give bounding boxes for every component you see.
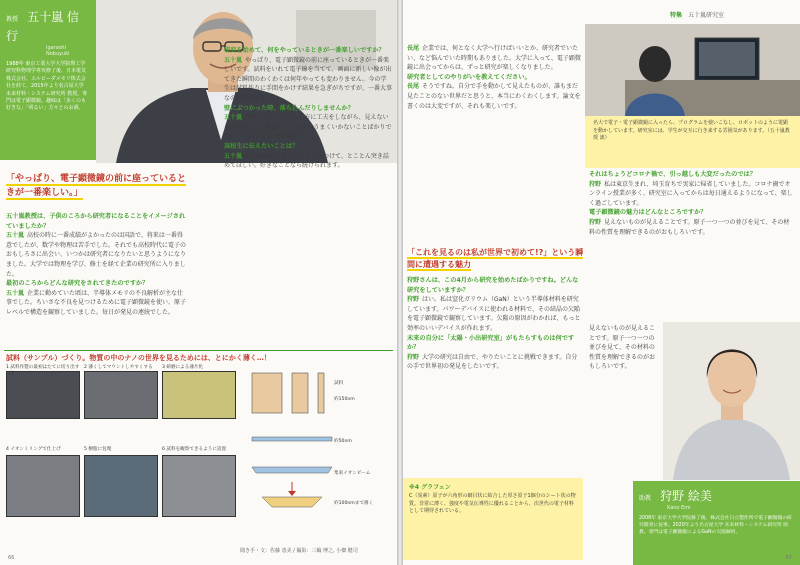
speaker: 五十嵐 [224,114,243,122]
answer [6,231,186,279]
diagram-label: 試料 [334,381,344,386]
speaker: 狩野 [589,218,602,226]
answer-text: やっぱり、電子顕微鏡の前に座っているときが一番楽しいです。試料をいれて電子線を当てて、画面に新しい像が出てきた瞬間のわくわくは何年やっても変わりません。今の学生は試料作りに手間をかけず結果を急ぎがちですが、一番大事なのは準備です。 [224,56,392,102]
answer [589,180,795,209]
lab-illustration [585,24,800,116]
question: 高校生に伝えたいことは？ [224,142,299,150]
portrait-illustration-2 [663,322,800,480]
speaker: 五十嵐 [224,152,243,160]
diagram-label: 約150nm [334,397,355,402]
left-page [0,0,397,565]
profile-bio: 1988年 東京工業大学大学院理工学研究科物理学専攻修了後、日本電気株式会社、エルピーダメモリ株式会社を経て、2015年より名古屋大学 未来材料・システム研究所 教授。専門は電子顕微鏡。趣味は「歩くのも好きな」「明るい」方々とのお酒。 [6,61,88,112]
answer-text: 大学の研究は自由で、やりたいことに挑戦できます。自分の手で世界初の発見をしたいです。 [407,353,578,371]
profile-romaji: Kano Emi [667,505,691,511]
profile-name: 五十嵐 信行 [6,10,79,43]
page-number: 67 [785,555,792,561]
answer [407,295,583,333]
right-page [403,0,800,565]
section-title: 五十嵐研究室 [688,12,725,19]
speaker: 五十嵐 [6,289,25,297]
profile-bio: 2008年 東京大学大学院修了後、株式会社日立製作所で電子顕微鏡の研究開発に従事。2020年より名古屋大学 未来材料・システム研究所 助教。専門は電子顕微鏡によるGaNの欠陥解析。 [639,516,792,535]
credit-line: 聞き手・文：佐藤 恵美 / 撮影：三輪 博之, 小畑 健司 [240,548,358,554]
right-column-2 [589,170,795,320]
speaker: 五十嵐 [224,56,243,64]
right-column-1 [407,44,583,244]
step-caption-2: 2 薄くしてマウントしやすくする [84,365,153,370]
footnote-box [403,478,583,560]
question: 五十嵐教授は、子供のころから研究者になることをイメージされていましたか？ [6,213,186,230]
answer [407,353,583,372]
step-photo-2 [84,371,158,419]
answer [224,113,392,142]
answer-text: 何かの分野に好きなことを見つけて、とことん突き詰めてほしい。好きなことなら続けられます。 [224,152,389,170]
question: 最初のころからどんな研究をされてきたのですか？ [6,280,149,288]
section-header [670,10,724,19]
right-column-1b [407,276,583,474]
speaker: 五十嵐 [6,232,25,240]
step-caption-6: 6 試料を観察できるように設置 [162,447,227,452]
section-headline [407,247,587,271]
question: 壁にぶつかった時、落ち込んだりしませんか？ [224,104,354,112]
step-photo-3 [162,371,236,419]
left-column-1 [6,212,186,346]
speaker: 狩野 [407,353,420,361]
footnote-title: ※4 グラフェン [409,484,451,491]
step-photo-1 [6,371,80,419]
section-headline-text: 「これを見るのは私が世界で初めて!?」という瞬間に遭遇する魅力 [407,248,584,269]
profile-name-line [6,6,90,44]
speaker: 長尾 [407,83,420,91]
profile-box-kano [633,481,800,565]
answer [407,44,583,73]
profile-name: 狩野 絵美 [660,489,712,503]
answer-text: 企業では、何となく大学へ行けばいいとか、研究者でいたい、など悩んでいた時期もありました。大学に入って、電子顕微鏡に出会ってからは、ずっと研究が楽しくなりました。 [407,45,581,72]
headline-text: 「やっぱり、電子顕微鏡の前に座っているときが一番楽しい。」 [6,174,187,198]
answer-text: 私は東京生まれ、埼玉育ちで実家に帰省していました。コロナ禍でオンライン授業が多く、研究室に入ってからは毎日通えるようになって、楽しく過ごしています。 [589,180,793,207]
portrait-photo-kano [663,322,800,480]
profile-romaji: Igarashi Nobuyuki [46,45,70,57]
headline-quote [6,172,186,200]
answer [407,82,583,111]
footnote-text: C（炭素）原子が六角形の網目状に結合した厚さ原子1個分のシート状の物質。非常に薄く、強度や電気伝導性に優れることから、次世代の電子材料として期待されている。 [409,493,576,515]
figure-title: 試料（サンプル）づくり。物質の中のナノの世界を見るためには、とにかく薄く…！ [6,354,271,362]
step-caption-3: 3 研磨による薄片化 [162,365,204,370]
answer [224,56,392,104]
answer-text: 見えないものが見えることです。原子一つ一つの並びを見て、その材料の性質を理解できるのがおもしろいです。 [589,218,790,236]
diagram-label: 約50nm [334,439,352,444]
question: それはちょうどコロナ禍で、引っ越しも大変だったのでは？ [589,171,756,178]
answer-text: はい。私は窒化ガリウム（GaN）という半導体材料を研究しています。パワーデバイスに使われる材料で、その結晶の欠陥を電子顕微鏡で観察しています。欠陥の原因がわかれば、もっと効率のいいデバイスが作れます。 [407,296,581,332]
left-column-2 [224,46,392,346]
question: 研究者としてのやりがいを教えてください。 [407,73,531,81]
answer-text: 企業に勤めていた頃は、半導体メモリの不良解析が主な仕事でした。ちいさな不良を見つけるために電子顕微鏡を使い、原子レベルで構造を観察していました。毎日が発見の連続でした。 [6,289,186,316]
question: 電子顕微鏡の魅力はどんなところですか？ [589,209,707,217]
question: 研究を始めて、何をやっているときが一番楽しいですか？ [224,47,385,54]
question: 未来の自分に「太陽・小出研究室」がもたらすものは何ですか？ [407,334,575,352]
step-caption-4: 4 イオンミリングで仕上げ [6,447,61,452]
step-caption-1: 1 試料作製の最初はたてに切り出すこと [6,365,80,376]
page-number: 66 [8,555,15,561]
diagram-label: 集束イオンビーム [334,471,371,476]
answer-text: そうですね。自分で手を動かして見えたものが、誰もまだ見たことのない世界だと思うと、本当にわくわくします。論文を書くのは大変ですが、それも楽しいです。 [407,83,581,110]
answer-text: 今は、サンプルの出し方に工夫をしながら、見えないものを見ようと格闘しています。うまくいかないことばかりですが、それも研究の醍醐味です。 [224,114,392,141]
answer [589,218,795,237]
speaker: 狩野 [589,180,602,188]
profile-role: 助教 [639,495,652,502]
step-caption-5: 5 樹脂に包埋 [84,447,112,452]
lab-photo-caption: 名大で電子・電子顕微鏡に入ったら、プログラムを使いこなし、ロボットのように電顕を動かしています。研究室には、学生が交互に行き来する雰囲気があります。（五十嵐教授 談） [585,116,800,168]
answer-continued: 見えないものが見えることです。原子一つ一つの並びを見て、その材料の性質を理解できるのがおもしろいです。 [589,325,656,371]
answer [6,289,186,318]
profile-name-line [639,485,794,504]
right-column-2b [589,324,659,478]
diagram-label: 約100nmまで薄く [334,501,374,506]
profile-role: 教授 [6,16,19,23]
sample-preparation-figure [4,350,393,560]
lab-photo [585,24,800,116]
step-photo-4 [6,455,80,517]
answer-text: 高校の時に一番成績がよかったのは国語で、将来は一番得意でしたが、数学や物理は苦手でした。それでも高校時代に電子のおもしろさに出会い、いつかは研究者になりたいと思うようになりました。大学では物理を学び、修士を経て企業の研究所に入りました。 [6,232,186,278]
speaker: 狩野 [407,296,420,304]
thinning-diagram [242,367,390,542]
section-label: 特集 [670,12,683,19]
step-photo-5 [84,455,158,517]
question: 狩野さんは、この4月から研究を始めたばかりですね。どんな研究をしていますか？ [407,277,579,294]
answer [224,152,392,171]
speaker: 長尾 [407,45,420,52]
profile-box-igarashi [0,0,96,160]
step-photo-6 [162,455,236,517]
